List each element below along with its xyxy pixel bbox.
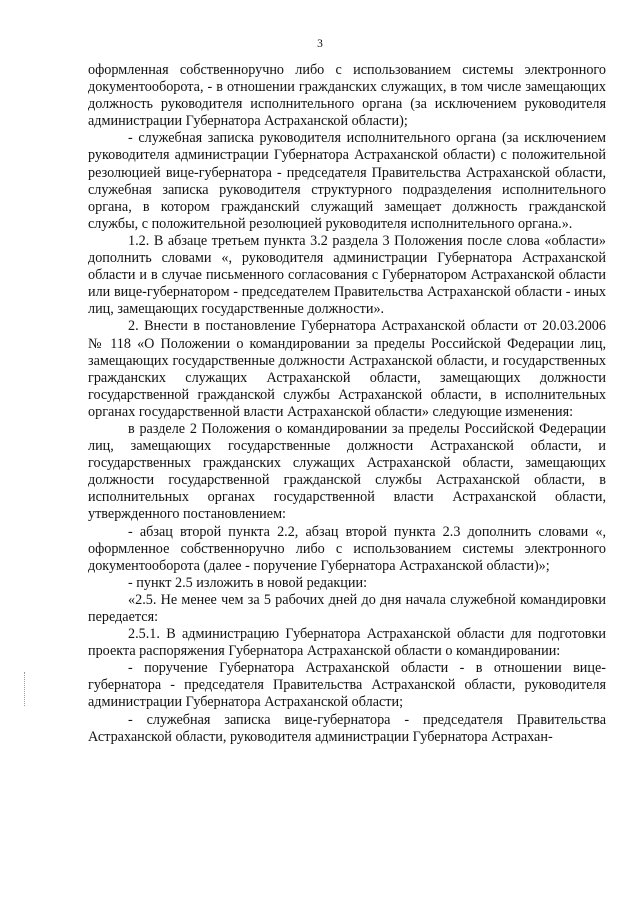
paragraph: «2.5. Не менее чем за 5 рабочих дней до дня начала служебной командировки передается: xyxy=(88,591,606,625)
paragraph: - пункт 2.5 изложить в новой редакции: xyxy=(128,574,368,591)
paragraph: 2.5.1. В администрацию Губернатора Астраханской области для подготовки проекта распоряжения Губернатора Астраханской области о командировании: xyxy=(88,626,606,660)
paragraph: - служебная записка вице-губернатора - председателя Правительства Астраханской области, руководителя администрации Губернатора Астрахан- xyxy=(88,711,606,745)
paragraph: - поручение Губернатора Астраханской области - в отношении вице-губернатора - председателя Правительства Астраханской области, руководителя администрации Губернатора Астраханской области; xyxy=(88,660,606,711)
paragraph: в разделе 2 Положения о командировании за пределы Российской Федерации лиц, замещающих государственные должности Астраханской области, и государственных гражданских служащих Астраханской области, замещающих должности государственной гражданской службы Астраханской области, в исполнительных органах государственной власти Астраханской области, утвержденного постановлением: xyxy=(88,420,606,523)
paragraph: 1.2. В абзаце третьем пункта 3.2 раздела 3 Положения после слова «области» дополнить словами «, руководителя администрации Губернатора Астраханской области и в случае письменного согласования с Губернатором Астраханской области или вице-губернатором - председателем Правительства Астраханской области - иных лиц, замещающих государственные должности». xyxy=(88,232,606,318)
paragraph: 2. Внести в постановление Губернатора Астраханской области от 20.03.2006 № 118 «О Положении о командировании за пределы Российской Федерации лиц, замещающих государственные должности Астраханской области, и государственных гражданских служащих Астраханской области, замещающих должности государственной гражданской службы Астраханской области, в исполнительных органах государственной власти Астраханской области» следующие изменения: xyxy=(88,318,606,420)
paragraph: - служебная записка руководителя исполнительного органа (за исключением руководителя администрации Губернатора Астраханской области) с положительной резолюцией вице-губернатора - председателя Правительства Астраханской области, служебная записка руководителя структурного подразделения исполнительного органа, в котором гражданский служащий замещает должность гражданской службы, с положительной резолюцией руководителя исполнительного органа.». xyxy=(88,130,606,232)
page-number: 3 xyxy=(317,38,323,50)
paragraph: оформленная собственноручно либо с использованием системы электронного документооборота, - в отношении гражданских служащих, в том числе замещающих должность руководителя исполнительного органа (за исключением руководителя администрации Губернатора Астраханской области); xyxy=(88,62,606,130)
document-body xyxy=(88,62,606,746)
paragraph: - абзац второй пункта 2.2, абзац второй пункта 2.3 дополнить словами «, оформленное собственноручно либо с использованием системы электронного документооборота (далее - поручение Губернатора Астраханской области)»; xyxy=(88,523,606,574)
margin-mark xyxy=(24,672,26,706)
